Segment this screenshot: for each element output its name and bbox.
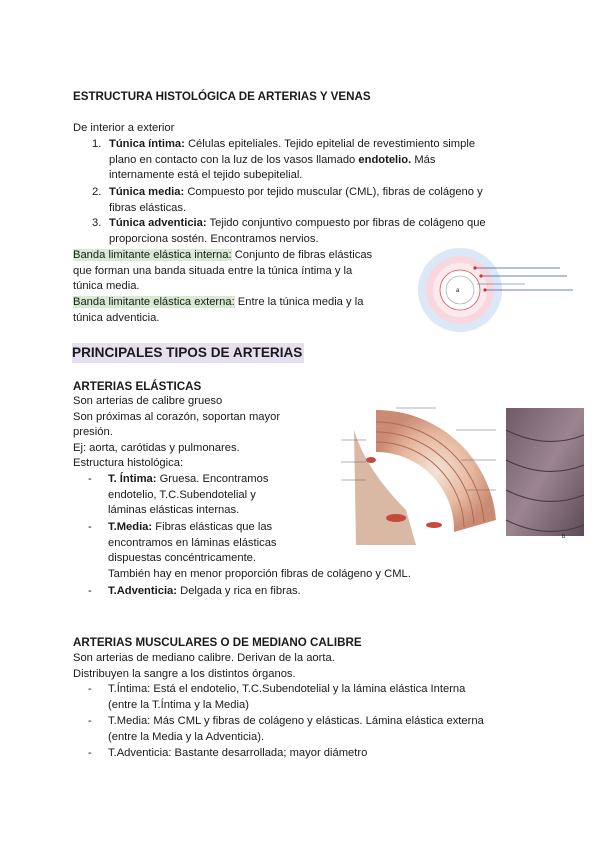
section-heading: [72, 345, 304, 363]
text-line: Son arterias de calibre grueso: [73, 395, 223, 407]
description-text: que forman una banda situada entre la túnica íntima y la: [73, 264, 353, 277]
text-line: Distribuyen la sangre a los distintos órganos.: [73, 667, 296, 680]
bullet-dash: -: [88, 473, 92, 485]
list-item: [92, 185, 532, 216]
list-number: 1.: [92, 138, 102, 150]
description-text: (entre la Media y la Adventicia).: [108, 730, 265, 743]
term-media: Túnica media:: [109, 186, 185, 198]
list-number: 2.: [92, 186, 102, 198]
list-number: 3.: [92, 217, 102, 229]
description-text: proporciona sostén. Encontramos nervios.: [109, 232, 319, 245]
description-text: T.Media: Más CML y fibras de colágeno y elásticas. Lámina elástica externa: [108, 715, 484, 727]
term-adventicia: Túnica adventicia:: [109, 217, 207, 229]
figure-label: b: [562, 534, 566, 540]
list-item: [92, 216, 532, 247]
list-item: [92, 137, 532, 185]
subsection-title: ARTERIAS MUSCULARES O DE MEDIANO CALIBRE: [73, 636, 362, 649]
term-intima: Túnica íntima:: [109, 138, 185, 150]
description-text: Conjunto de fibras elásticas: [231, 249, 373, 261]
description-text: Fibras elásticas que las: [152, 521, 273, 533]
description-text: dispuestas concéntricamente.: [108, 552, 257, 565]
description-text: endotelio, T.C.Subendotelial y: [108, 488, 256, 501]
description-text: Gruesa. Encontramos: [156, 473, 269, 485]
section-title: PRINCIPALES TIPOS DE ARTERIAS: [72, 343, 304, 363]
diagram-label: a: [456, 288, 460, 294]
term-intima: T. Íntima:: [108, 473, 157, 485]
description-text: (entre la T.Íntima y la Media): [108, 698, 249, 711]
list-item: [88, 746, 548, 762]
term-endotelio: endotelio.: [358, 153, 412, 166]
description-text: túnica media.: [73, 280, 140, 293]
bullet-dash: -: [88, 715, 92, 727]
list-item: [88, 682, 548, 714]
description-text: Delgada y rica en fibras.: [177, 585, 301, 597]
description-text: internamente está el tejido subepitelial.: [109, 169, 303, 182]
description-text: láminas elásticas internas.: [108, 504, 240, 517]
musculares-intro: [73, 651, 533, 682]
description-text: Compuesto por tejido muscular (CML), fibras de colágeno y: [184, 186, 483, 198]
bullet-dash: -: [88, 521, 92, 533]
description-text: Tejido conjuntivo compuesto por fibras de colágeno que: [206, 217, 486, 229]
subsection-title: ARTERIAS ELÁSTICAS: [73, 380, 202, 393]
description-text: fibras elásticas.: [109, 201, 187, 214]
text-line: Ej: aorta, carótidas y pulmonares.: [73, 441, 240, 454]
term-media: T.Media:: [108, 521, 153, 533]
text-line: Estructura histológica:: [73, 457, 184, 470]
text-line: Son próximas al corazón, soportan mayor: [73, 410, 281, 423]
list-item: [88, 714, 548, 746]
tunicas-list: [92, 137, 532, 247]
bullet-dash: -: [88, 585, 92, 597]
description-text: Entre la túnica media y la: [234, 296, 364, 308]
histology-figure: [336, 400, 586, 550]
description-text: T.Íntima: Está el endotelio, T.C.Subendotelial y la lámina elástica Interna: [108, 683, 466, 695]
text-line: presión.: [73, 426, 113, 439]
text-line: Son arterias de mediano calibre. Derivan de la aorta.: [73, 652, 335, 664]
musculares-list: [88, 682, 548, 762]
highlighted-term: Banda limitante elástica interna:: [73, 249, 232, 261]
description-text: encontramos en láminas elásticas: [108, 536, 277, 549]
banda-interna: [73, 248, 413, 295]
description-text: plano en contacto con la luz de los vasos llamado: [109, 153, 359, 166]
bullet-dash: -: [88, 747, 92, 759]
intro-text: De interior a exterior: [73, 122, 175, 134]
page-title: ESTRUCTURA HISTOLÓGICA DE ARTERIAS Y VENAS: [73, 90, 371, 103]
list-item: [88, 584, 468, 600]
description-text: túnica adventicia.: [73, 311, 160, 324]
description-text: Más: [411, 153, 436, 166]
highlighted-term: Banda limitante elástica externa:: [73, 296, 235, 308]
elasticas-intro: [73, 394, 333, 472]
banda-externa: [73, 295, 413, 326]
description-text: También hay en menor proporción fibras de colágeno y CML.: [108, 567, 411, 580]
artery-layers-diagram: [415, 248, 585, 332]
description-text: T.Adventicia: Bastante desarrollada; mayor diámetro: [108, 747, 368, 759]
bullet-dash: -: [88, 683, 92, 695]
term-adventicia: T.Adventicia:: [108, 585, 178, 597]
description-text: Células epiteliales. Tejido epitelial de revestimiento simple: [184, 138, 476, 150]
